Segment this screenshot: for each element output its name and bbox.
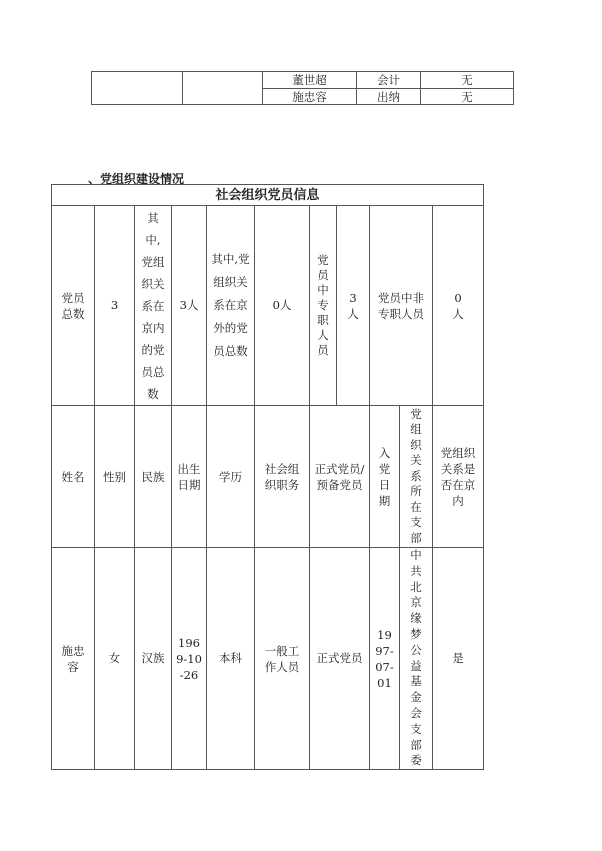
cell-text: 其中,党组织关系在京内的党员总数 — [141, 210, 165, 401]
member-position — [254, 547, 310, 770]
cell-text: 3人 — [347, 290, 359, 321]
title-text: 社会组织党员信息 — [215, 187, 320, 203]
cell-text: 民族 — [141, 469, 165, 484]
header-branch — [399, 405, 433, 548]
cell-text: 0人 — [272, 298, 292, 312]
staff-cell-empty — [182, 71, 263, 105]
cell-text: 出生日期 — [177, 461, 201, 492]
member-branch — [399, 547, 433, 770]
member-birth — [171, 547, 207, 770]
staff-other — [420, 88, 514, 105]
staff-role — [356, 88, 421, 105]
cell-text: 1969-10-26 — [176, 635, 202, 682]
header-in-beijing — [432, 405, 484, 548]
cell-text: 汉族 — [141, 651, 165, 665]
header-position — [254, 405, 310, 548]
cell-text: 党员总数 — [61, 290, 85, 321]
cell-text: 3人 — [179, 298, 199, 312]
cell-text: 党组织关系所在支部 — [410, 406, 422, 545]
outside-beijing-label — [206, 205, 255, 406]
parttime-label — [369, 205, 433, 406]
cell-text: 本科 — [219, 651, 242, 665]
cell-text: 出纳 — [377, 89, 400, 104]
header-education — [206, 405, 255, 548]
cell-text: 其中,党组织关系在京外的党员总数 — [211, 252, 250, 358]
fulltime-label — [309, 205, 337, 406]
header-birth — [171, 405, 207, 548]
staff-cell-empty — [91, 71, 183, 105]
member-gender — [94, 547, 135, 770]
staff-role — [356, 71, 421, 89]
cell-text: 党员中非专职人员 — [378, 290, 424, 321]
header-gender — [94, 405, 135, 548]
cell-text: 一般工作人员 — [264, 643, 300, 674]
in-beijing-value — [171, 205, 207, 406]
cell-text: 会计 — [377, 73, 400, 87]
cell-text: 正式党员/预备党员 — [314, 461, 365, 492]
member-join-date — [369, 547, 400, 770]
staff-name — [262, 71, 357, 89]
cell-text: 施忠容 — [292, 89, 327, 104]
cell-text: 正式党员 — [316, 651, 363, 665]
header-name — [51, 405, 95, 548]
header-ethnicity — [134, 405, 172, 548]
member-in-beijing — [432, 547, 484, 770]
cell-text: 党组织关系是否在京内 — [440, 445, 476, 508]
staff-other — [420, 71, 514, 89]
total-label — [51, 205, 95, 406]
cell-text: 无 — [461, 89, 473, 104]
cell-text: 社会组织职务 — [264, 461, 300, 492]
section-heading: 、党组织建设情况 — [88, 172, 185, 186]
cell-text: 无 — [461, 73, 473, 87]
outside-beijing-value — [254, 205, 310, 406]
cell-text: 入党日期 — [378, 445, 391, 508]
cell-text: 是 — [452, 651, 464, 665]
member-ethnicity — [134, 547, 172, 770]
parttime-value — [432, 205, 484, 406]
staff-name — [262, 88, 357, 105]
cell-text: 性别 — [103, 469, 126, 484]
cell-text: 施忠容 — [61, 643, 85, 674]
cell-text: 0人 — [452, 290, 464, 321]
cell-text: 中共北京缘梦公益基金会支部委 — [410, 548, 422, 768]
table-title — [51, 184, 484, 206]
member-education — [206, 547, 255, 770]
cell-text: 1997-07-01 — [375, 627, 394, 690]
total-value — [94, 205, 135, 406]
in-beijing-label — [134, 205, 172, 406]
member-name — [51, 547, 95, 770]
header-join-date — [369, 405, 400, 548]
header-status — [309, 405, 370, 548]
cell-text: 3 — [110, 298, 119, 312]
cell-text: 姓名 — [61, 469, 85, 484]
cell-text: 女 — [108, 651, 121, 665]
cell-text: 董世超 — [292, 73, 327, 87]
cell-text: 党员中专职人员 — [317, 253, 329, 357]
member-status — [309, 547, 370, 770]
fulltime-value — [336, 205, 370, 406]
cell-text: 学历 — [219, 469, 242, 484]
